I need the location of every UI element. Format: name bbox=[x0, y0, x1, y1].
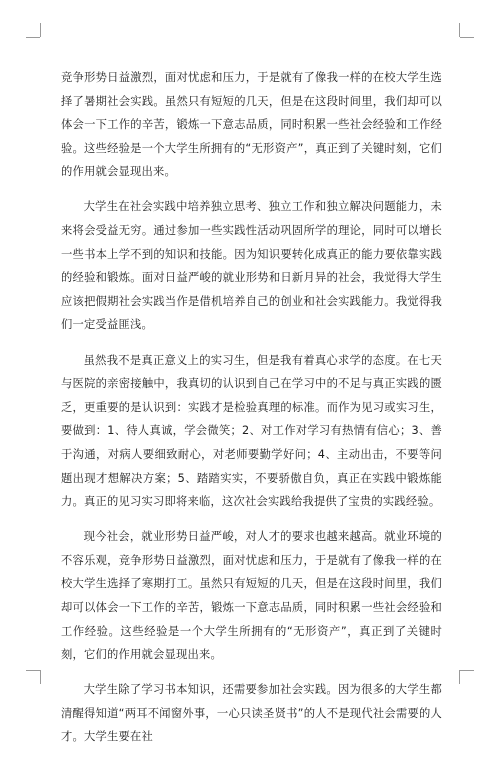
paragraph-5: 大学生除了学习书本知识，还需要参加社会实践。因为很多的大学生都清醒得知道“两耳不闻窗外事，一心只读圣贤书”的人不是现代社会需要的人才。大学生要在社 bbox=[61, 683, 442, 744]
paragraph-4: 现今社会，就业形势日益严峻，对人才的要求也越来越高。就业环境的不容乐观，竞争形势日益激烈，面对忧虑和压力，于是就有了像我一样的在校大学生选择了寒期打工。虽然只有短短的几天，但是在这段时间里，我们却可以体会一下工作的辛苦，锻炼一下意志品质，同时积累一些社会经验和工作经验。这些经验是一个大学生所拥有的“无形资产”，真正到了关键时刻，它们的作用就会显现出来。 bbox=[61, 530, 442, 662]
crop-mark-top-left-v bbox=[40, 23, 41, 37]
paragraph-2: 大学生在社会实践中培养独立思考、独立工作和独立解决问题能力，未来将会受益无穷。通过参加一些实践性活动巩固所学的理论，同时可以增长一些书本上学不到的知识和技能。因为知识要转化成真正的能力要依靠实践的经验和锻炼。面对日益严峻的就业形势和日新月异的社会，我觉得大学生应该把假期社会实践当作是借机培养自己的创业和社会实践能力。我觉得我们一定受益匪浅。 bbox=[61, 200, 442, 332]
crop-mark-bottom-left-v bbox=[40, 670, 41, 684]
paragraph-1: 竞争形势日益激烈，面对忧虑和压力，于是就有了像我一样的在校大学生选择了暑期社会实践。虽然只有短短的几天，但是在这段时间里，我们却可以体会一下工作的辛苦，锻炼一下意志品质，同时积累一些社会经验和工作经验。这些经验是一个大学生所拥有的“无形资产”，真正到了关键时刻，它们的作用就会显现出来。 bbox=[61, 71, 442, 179]
crop-mark-bottom-right-v bbox=[459, 670, 460, 684]
crop-mark-top-left-h bbox=[26, 37, 40, 38]
crop-mark-top-right-v bbox=[459, 23, 460, 37]
paragraph-3: 虽然我不是真正意义上的实习生，但是我有着真心求学的态度。在七天与医院的亲密接触中，我真切的认识到自己在学习中的不足与真正实践的匮乏，更重要的是认识到：实践才是检验真理的标准。而作为见习或实习生，要做到：1、待人真诚，学会微笑；2、对工作对学习有热情有信心；3、善于沟通，对病人要细致耐心，对老师要勤学好问；4、主动出击，不要等问题出现才想解决方案；5、踏踏实实，不要骄傲自负，真正在实践中锻炼能力。真正的见习实习即将来临，这次社会实践给我提供了宝贵的实践经验。 bbox=[61, 353, 442, 509]
crop-mark-bottom-right-h bbox=[460, 670, 474, 671]
crop-mark-top-right-h bbox=[460, 37, 474, 38]
document-body bbox=[61, 66, 442, 761]
crop-mark-bottom-left-h bbox=[26, 670, 40, 671]
